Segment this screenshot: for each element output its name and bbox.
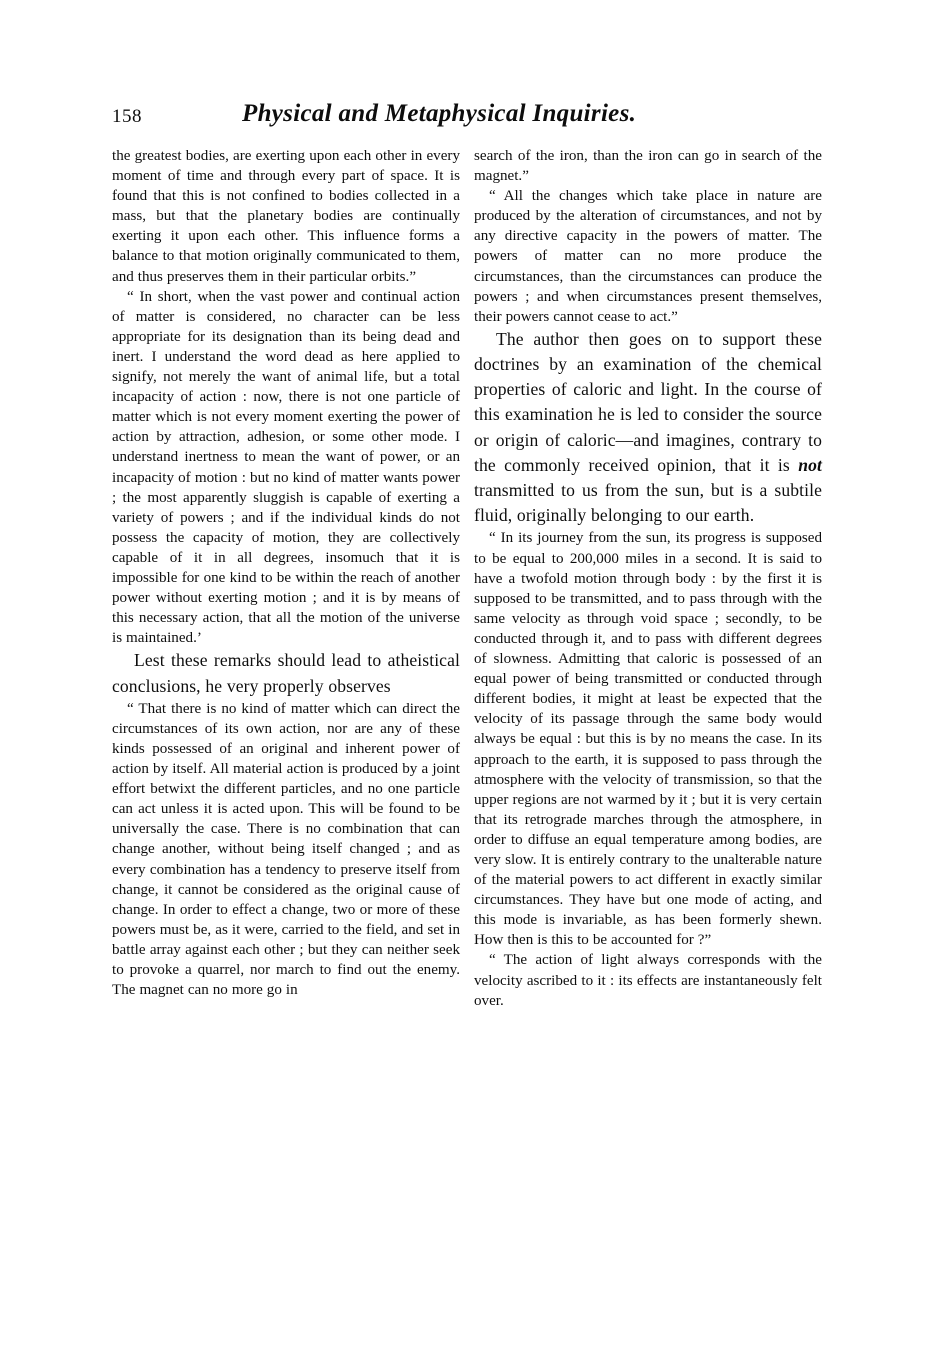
- column-right: [474, 146, 822, 1011]
- emphasized-word: not: [798, 454, 822, 475]
- paragraph-continuation: the greatest bodies, are exerting upon each other in every moment of time and through every part of space. It is found that this is not confined to bodies collected in a mass, but that the planetary bodies are continually exerting it upon each other. This influence forms a balance to that motion originally communicated to them, and thus preserves them in their particular orbits.”: [112, 148, 460, 285]
- paragraph-editorial: [474, 327, 822, 529]
- page-folio-number: 158: [112, 106, 142, 127]
- paragraph-continuation: search of the iron, than the iron can go in search of the magnet.”: [474, 148, 822, 185]
- paragraph-quote: “ That there is no kind of matter which can direct the circumstances of its own action, nor are any of these kinds possessed of an original and inherent power of action by itself. All material action is produced by a joint effort betwixt the different particles, and no one particle can act unless it is acted upon. This will be found to be universally the case. There is no combination that can change another, without being itself changed ; and as every combination has a tendency to preserve itself from change, it cannot be considered as the original cause of change. In order to effect a change, two or more of these powers must be, as it were, carried to the field, and set in battle array against each other ; but they can neither seek to provoke a quarrel, nor march to find out the enemy. The magnet can no more go in: [112, 700, 460, 999]
- paragraph-quote: “ All the changes which take place in nature are produced by the alteration of circumstances, and not by any directive capacity in the powers of matter. The powers of matter can no more produce the circumstances, than the circumstances can produce the powers ; and when circumstances present themselves, their powers cannot cease to act.”: [474, 188, 822, 325]
- paragraph-quote: “ In short, when the vast power and continual action of matter is considered, no character can be less appropriate for its designation than its being dead and inert. I understand the word dead as here applied to signify, not merely the want of animal life, but a total incapacity of action : now, there is not one particle of matter which is not every moment exerting the power of action by attraction, adhesion, or some other mode. I understand inertness to mean the want of power, or an incapacity of motion : but no kind of matter wants power ; the most apparently sluggish is capable of exerting a variety of powers ; and if the individual kinds do not possess the capacity of motion, they are collectively capable of it in all degrees, insomuch that it is impossible for one kind to be within the reach of another power without exerting motion ; and it is by means of this necessary action, that all the motion of the universe is maintained.’: [112, 288, 460, 647]
- paragraph-editorial: Lest these remarks should lead to atheistical conclusions, he very properly observes: [112, 650, 460, 696]
- page-title: Physical and Metaphysical Inquiries.: [242, 100, 637, 127]
- column-left: [112, 146, 460, 1000]
- editorial-text-after: transmitted to us from the sun, but is a subtile fluid, originally belonging to our earth.: [474, 480, 822, 526]
- running-head: [112, 100, 812, 134]
- editorial-text-before: The author then goes on to support these doctrines by an examination of the chemical properties of caloric and light. In the course of this examination he is led to consider the source or origin of caloric—and imagines, contrary to the commonly received opinion, that it is: [474, 328, 822, 475]
- paragraph-quote: “ In its journey from the sun, its progress is supposed to be equal to 200,000 miles in a second. It is said to have a twofold motion through body : by the first it is supposed to be transmitted, and to pass through with the same velocity as through void space ; secondly, to be conducted through it, and to pass with different degrees of slowness. Admitting that caloric is possessed of an equal power of being transmitted or conducted through different bodies, it might at least be expected that the velocity of its passage through the same body would always be equal : but this is by no means the case. In its approach to the earth, it is supposed to pass through the atmosphere with the velocity of transmission, so that the upper regions are not warmed by it ; but it is very certain that its retrograde marches through the atmosphere, in order to diffuse an equal temperature among bodies, are very slow. It is entirely contrary to the unalterable nature of the material powers to act different in exactly similar circumstances. They have but one mode of acting, and this mode is invariable, as has been formerly shewn. How then is this to be accounted for ?”: [474, 530, 822, 949]
- paragraph-quote: “ The action of light always corresponds with the velocity ascribed to it : its effects are instantaneously felt over.: [474, 952, 822, 1009]
